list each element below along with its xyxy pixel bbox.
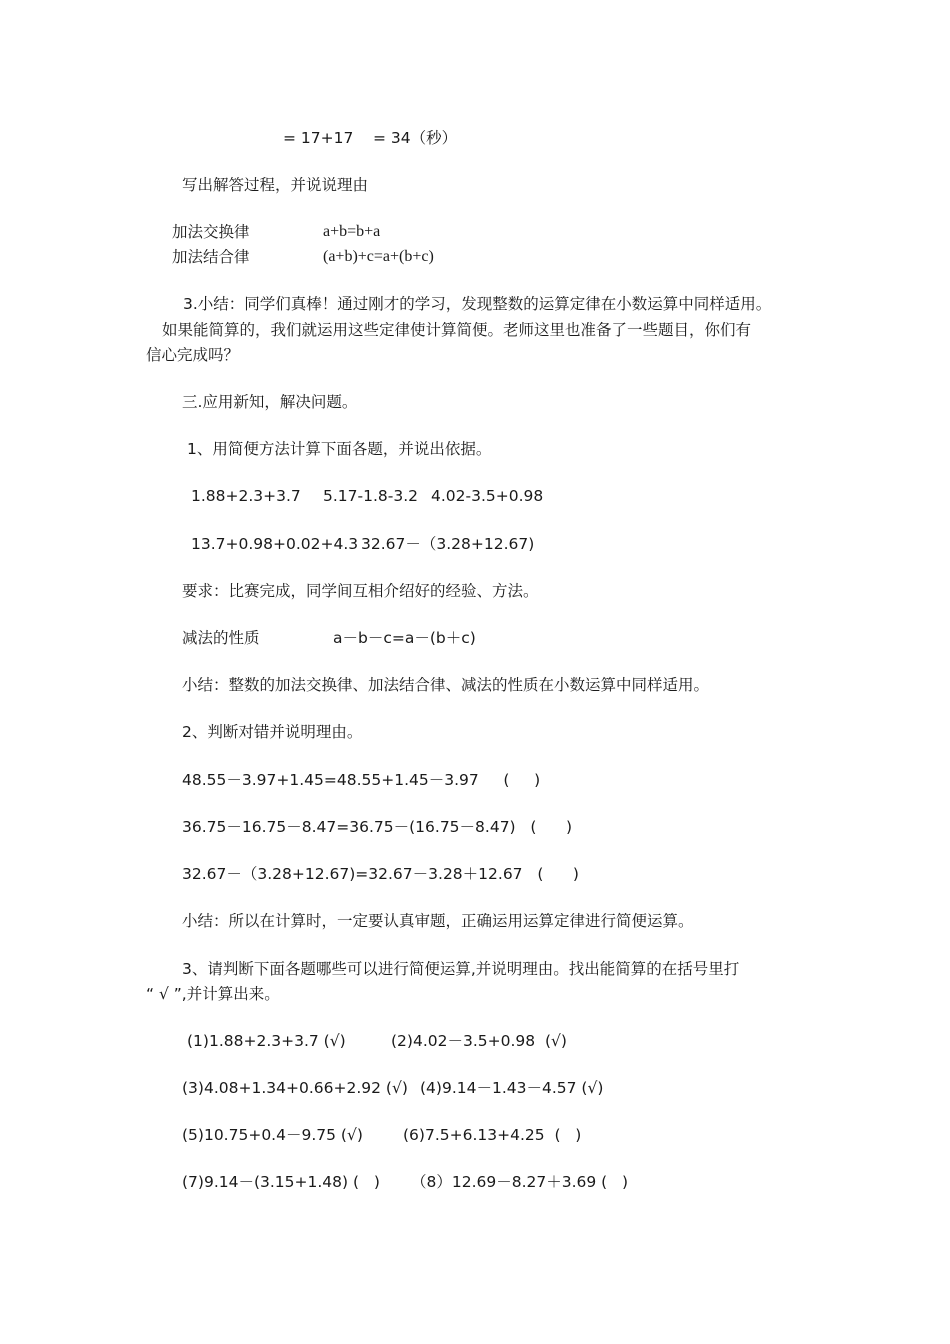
simplify-item: (3)4.08+1.34+0.66+2.92 (√): [182, 1079, 408, 1097]
law-name: 减法的性质: [182, 629, 260, 647]
summary-paragraph: 信心完成吗？: [146, 346, 240, 364]
exercise-item: 13.7+0.98+0.02+4.3: [191, 535, 359, 553]
simplify-item: (1)1.88+2.3+3.7 (√): [187, 1032, 346, 1050]
simplify-item: (6)7.5+6.13+4.25 ( ): [403, 1126, 582, 1144]
section-heading: 三.应用新知，解决问题。: [182, 393, 358, 411]
instruction-text: 写出解答过程，并说说理由: [182, 176, 369, 194]
exercise-item: 32.67－（3.28+12.67): [361, 535, 535, 553]
exercise-item: 4.02-3.5+0.98: [431, 487, 544, 505]
law-formula: a－b－c=a－(b＋c): [333, 629, 476, 647]
law-formula: (a+b)+c=a+(b+c): [323, 248, 434, 265]
summary-text: 小结：所以在计算时，一定要认真审题，正确运用运算定律进行简便运算。: [182, 912, 694, 930]
equation-result: = 34（秒）: [373, 129, 458, 147]
summary-paragraph: 如果能简算的，我们就运用这些定律使计算简便。老师这里也准备了一些题目，你们有: [162, 321, 752, 339]
equation-line: = 17+17: [283, 129, 354, 147]
judgement-item: 36.75－16.75－8.47=36.75－(16.75－8.47) ( ): [182, 818, 573, 836]
exercise-heading: “ √ ”,并计算出来。: [146, 985, 280, 1003]
law-formula: a+b=b+a: [323, 223, 381, 240]
law-name: 加法结合律: [172, 248, 250, 266]
summary-paragraph: 3.小结：同学们真棒！通过刚才的学习，发现整数的运算定律在小数运算中同样适用。: [183, 295, 772, 313]
exercise-heading: 2、判断对错并说明理由。: [182, 723, 363, 741]
simplify-item: (2)4.02－3.5+0.98 (√): [391, 1032, 567, 1050]
exercise-item: 1.88+2.3+3.7: [191, 487, 301, 505]
simplify-item: (4)9.14－1.43－4.57 (√): [420, 1079, 604, 1097]
exercise-item: 5.17-1.8-3.2: [323, 487, 418, 505]
simplify-item: (7)9.14－(3.15+1.48) ( ): [182, 1173, 380, 1191]
simplify-item: （8）12.69－8.27＋3.69 ( ): [411, 1173, 629, 1191]
exercise-heading: 3、请判断下面各题哪些可以进行简便运算,并说明理由。找出能简算的在括号里打: [182, 960, 740, 978]
exercise-heading: 1、用简便方法计算下面各题，并说出依据。: [187, 440, 492, 458]
requirement-text: 要求：比赛完成，同学间互相介绍好的经验、方法。: [182, 582, 539, 600]
judgement-item: 48.55－3.97+1.45=48.55+1.45－3.97 ( ): [182, 771, 541, 789]
judgement-item: 32.67－（3.28+12.67)=32.67－3.28＋12.67 ( ): [182, 865, 579, 883]
simplify-item: (5)10.75+0.4－9.75 (√): [182, 1126, 363, 1144]
law-name: 加法交换律: [172, 223, 250, 241]
summary-text: 小结：整数的加法交换律、加法结合律、减法的性质在小数运算中同样适用。: [182, 676, 710, 694]
